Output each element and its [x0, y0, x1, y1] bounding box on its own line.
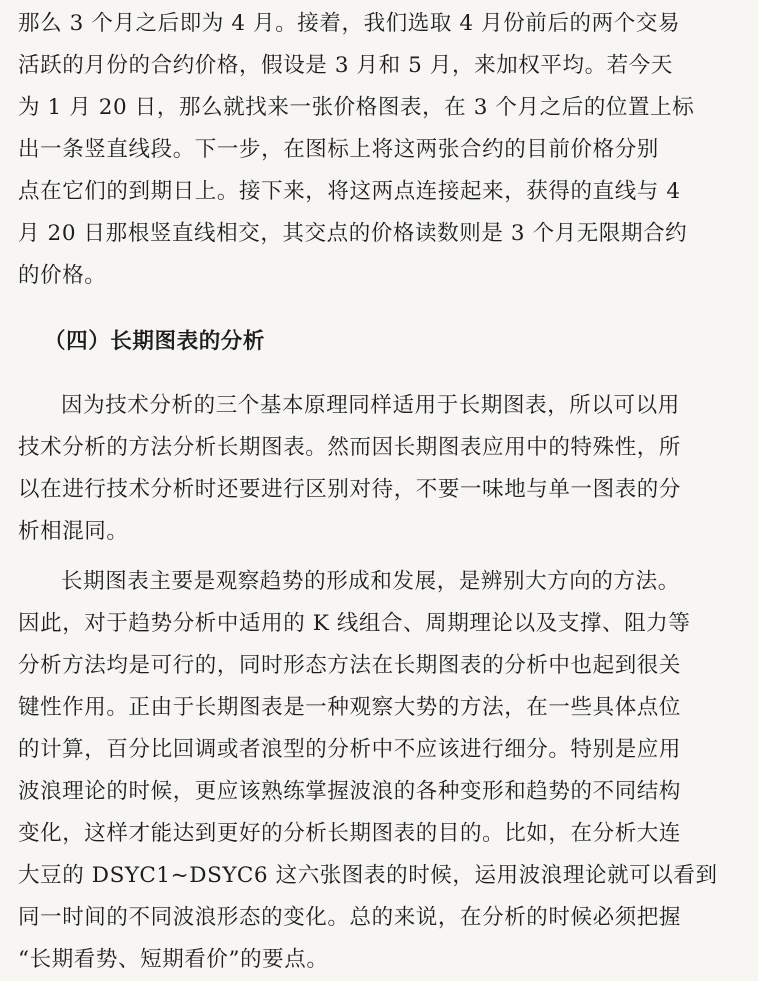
- paragraph-line: 变化，这样才能达到更好的分析长期图表的目的。比如，在分析大连: [18, 821, 682, 846]
- section-heading: （四）长期图表的分析: [44, 329, 266, 354]
- paragraph-line: 分析方法均是可行的，同时形态方法在长期图表的分析中也起到很关: [18, 653, 682, 678]
- paragraph-line: 月 20 日那根竖直线相交，其交点的价格读数则是 3 个月无限期合约: [18, 221, 688, 246]
- paragraph-line: 点在它们的到期日上。接下来，将这两点连接起来，获得的直线与 4: [18, 179, 681, 204]
- paragraph-line: 长期图表主要是观察趋势的形成和发展，是辨别大方向的方法。: [61, 569, 680, 594]
- paragraph-line: “长期看势、短期看价”的要点。: [18, 947, 329, 972]
- paragraph-2: [18, 385, 746, 553]
- paragraph-line: 的价格。: [18, 263, 107, 288]
- paragraph-line: 技术分析的方法分析长期图表。然而因长期图表应用中的特殊性，所: [18, 435, 682, 460]
- paragraph-line: 出一条竖直线段。下一步，在图标上将这两张合约的目前价格分别: [18, 137, 659, 162]
- paragraph-line: 那么 3 个月之后即为 4 月。接着，我们选取 4 月份前后的两个交易: [18, 11, 681, 36]
- paragraph-line: 的计算，百分比回调或者浪型的分析中不应该进行细分。特别是应用: [18, 737, 682, 762]
- paragraph-1: [18, 3, 746, 297]
- paragraph-line: 因为技术分析的三个基本原理同样适用于长期图表，所以可以用: [61, 393, 680, 418]
- paragraph-line: 同一时间的不同波浪形态的变化。总的来说，在分析的时候必须把握: [18, 905, 682, 930]
- paragraph-line: 以在进行技术分析时还要进行区别对待，不要一味地与单一图表的分: [18, 477, 682, 502]
- paragraph-line: 大豆的 DSYC1~DSYC6 这六张图表的时候，运用波浪理论就可以看到: [18, 863, 718, 888]
- paragraph-line: 波浪理论的时候，更应该熟练掌握波浪的各种变形和趋势的不同结构: [18, 779, 682, 804]
- paragraph-line: 键性作用。正由于长期图表是一种观察大势的方法，在一些具体点位: [18, 695, 682, 720]
- paragraph-line: 因此，对于趋势分析中适用的 K 线组合、周期理论以及支撑、阻力等: [18, 611, 691, 636]
- paragraph-line: 析相混同。: [18, 519, 129, 544]
- paragraph-line: 为 1 月 20 日，那么就找来一张价格图表，在 3 个月之后的位置上标: [18, 95, 695, 120]
- paragraph-line: 活跃的月份的合约价格，假设是 3 月和 5 月，来加权平均。若今天: [18, 53, 673, 78]
- paragraph-3: [18, 561, 746, 981]
